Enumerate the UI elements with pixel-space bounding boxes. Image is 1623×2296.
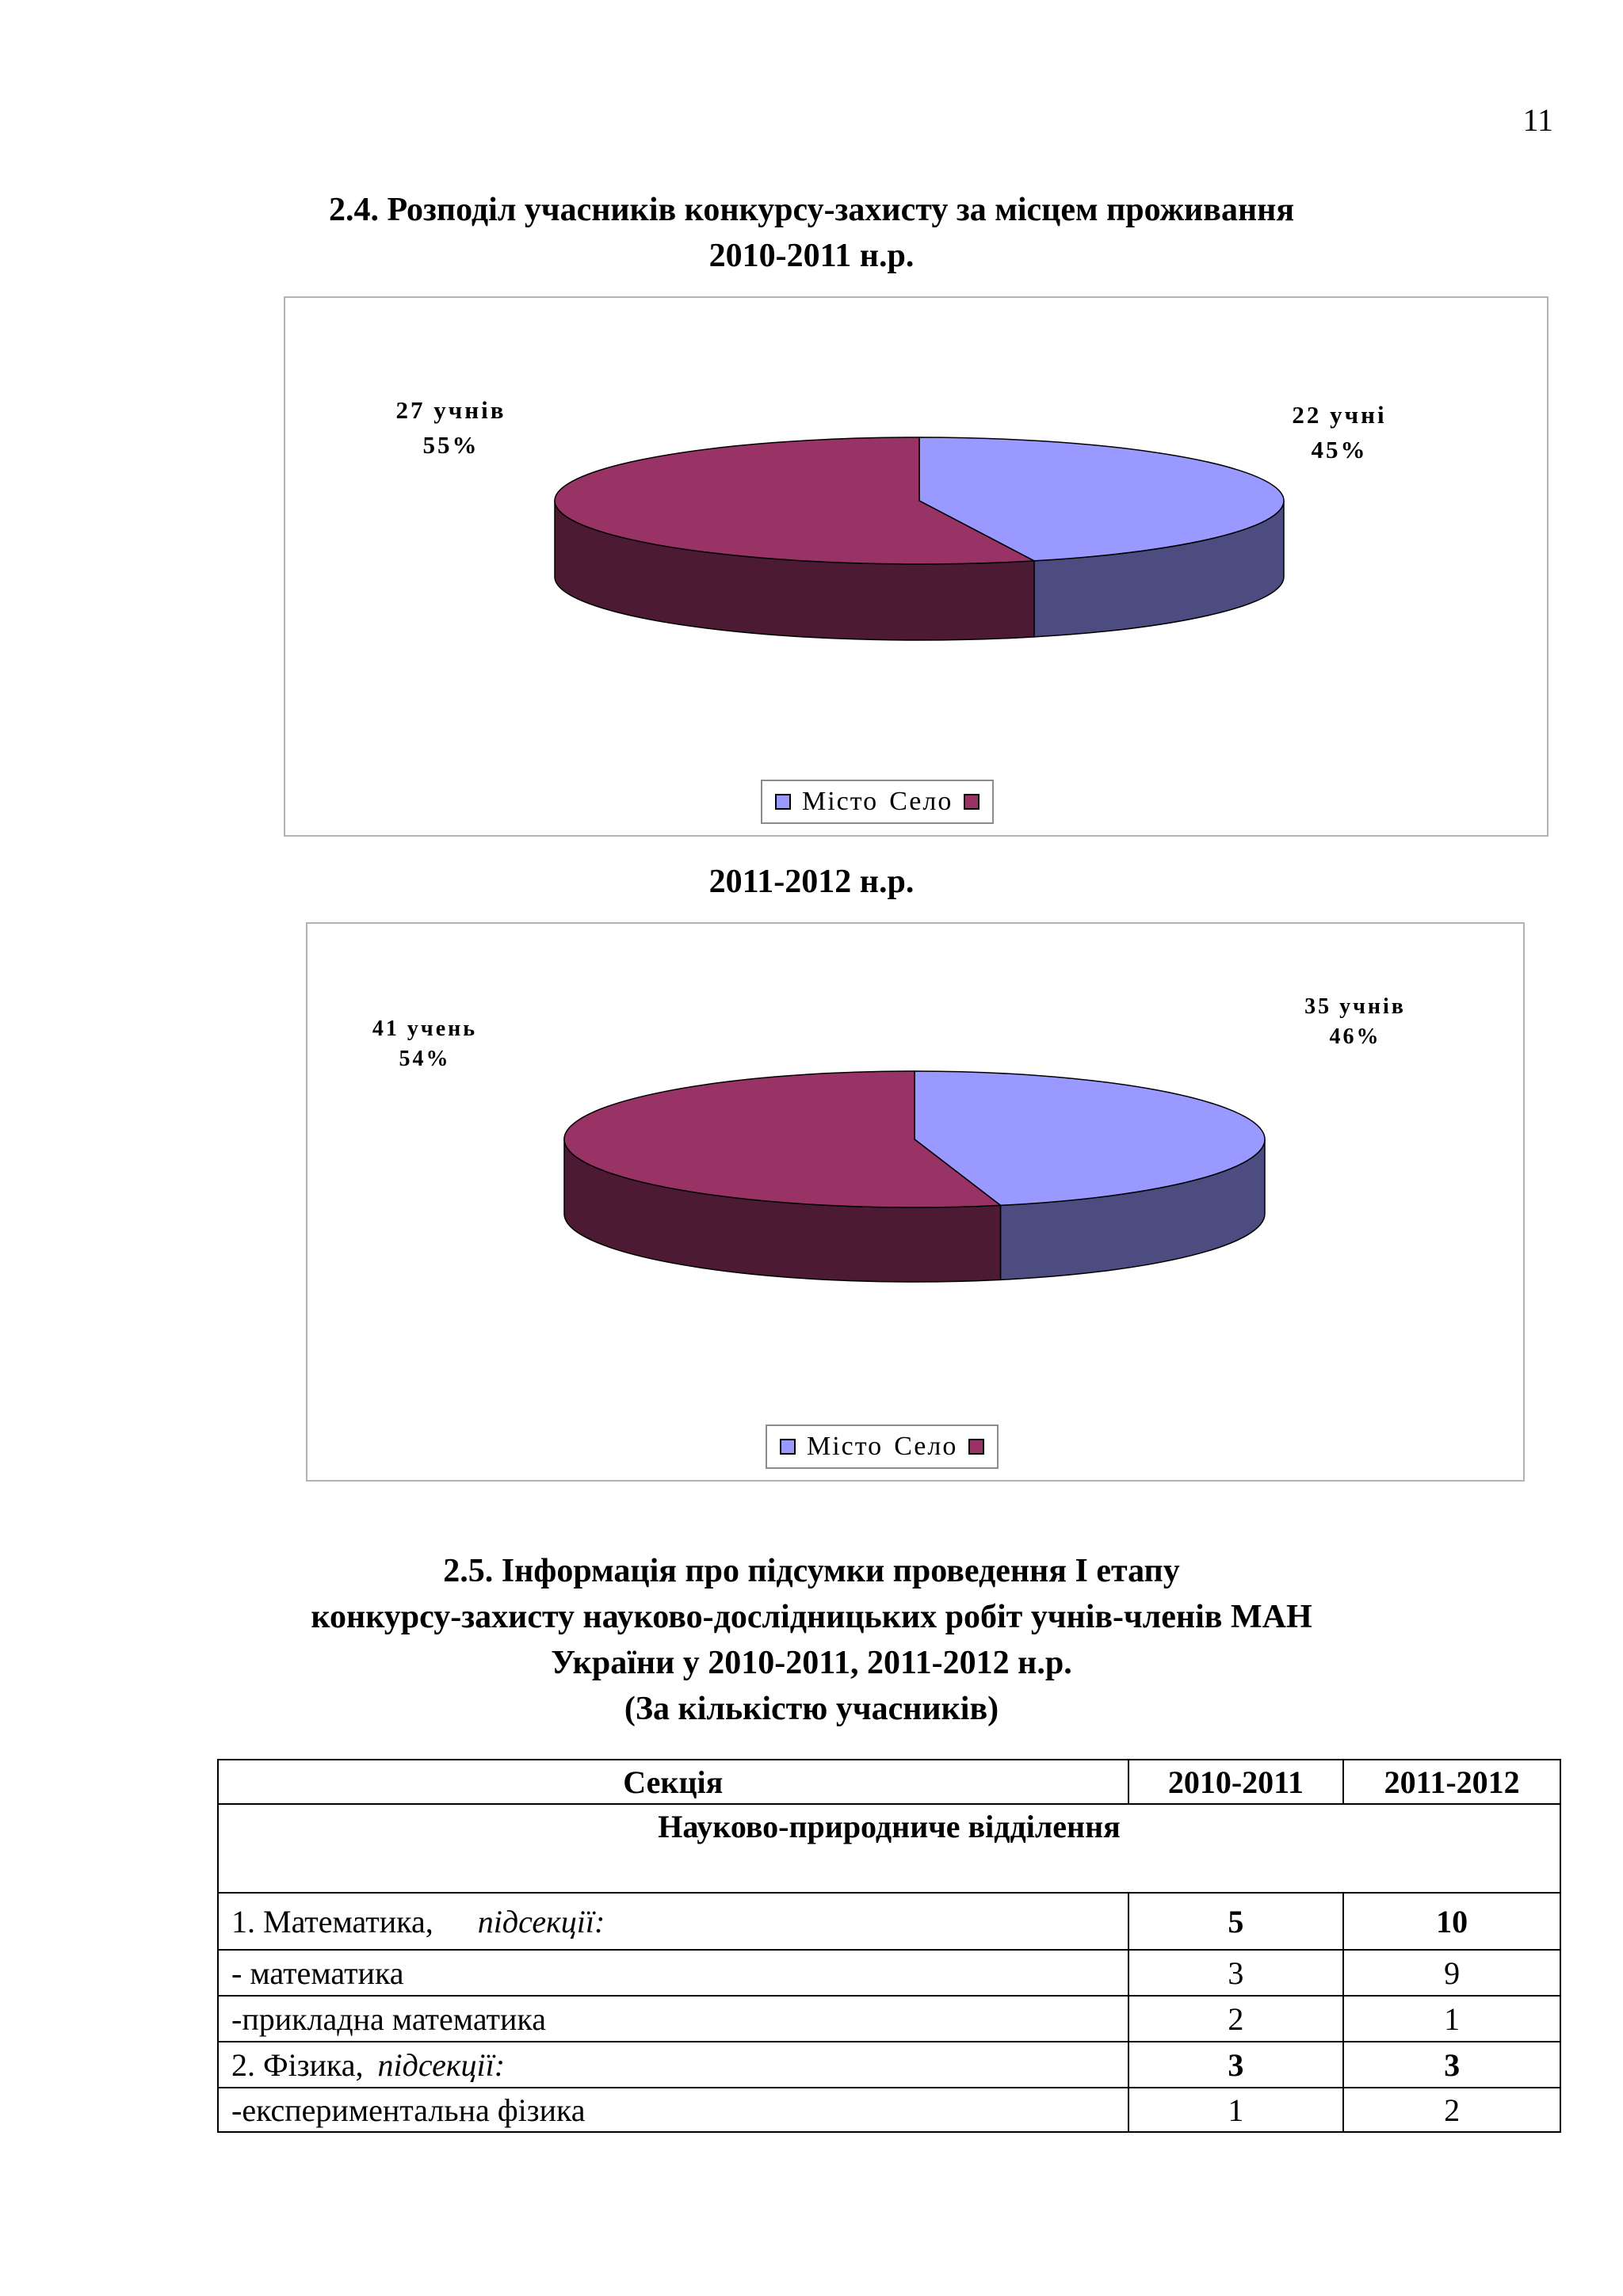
row-value-2011: 10 (1343, 1893, 1560, 1950)
table-row (218, 1996, 1560, 2042)
legend-swatch-misto (775, 794, 791, 810)
row-value-2011: 1 (1343, 1996, 1560, 2042)
section-24b-title: 2011-2012 н.р. (708, 864, 915, 900)
row-subsection-label: підсекції: (477, 1903, 605, 1939)
header-section: Секція (218, 1760, 1128, 1804)
pie-1-label-selo (346, 1014, 504, 1074)
section-24-title-line2: 2010-2011 н.р. (708, 238, 915, 274)
legend-swatch-selo (964, 794, 980, 810)
row-name: -експериментальна фізика (218, 2088, 1128, 2132)
row-value-2011: 3 (1343, 2042, 1560, 2088)
pie-0-label-misto-count: 22 учні (1292, 401, 1387, 429)
pie-1-label-selo-percent: 54% (399, 1047, 451, 1071)
table-row (218, 1950, 1560, 1996)
section-24-title-line1: 2.4. Розподіл учасників конкурсу-захисту за місцем проживання (328, 192, 1295, 228)
header-2011-2012: 2011-2012 (1343, 1760, 1560, 1804)
row-subsection-label: підсекції: (377, 2046, 506, 2083)
row-value-2011: 2 (1343, 2088, 1560, 2132)
department-name: Науково-природниче відділення (218, 1804, 1560, 1893)
legend-item-selo: Село (889, 787, 953, 816)
legend-item-misto: Місто (802, 787, 879, 816)
pie-0-label-selo-count: 27 учнів (395, 396, 506, 424)
page-number: 11 (1522, 102, 1553, 138)
legend-swatch-misto (780, 1439, 796, 1455)
pie-chart-1-svg (285, 298, 1547, 835)
row-name (218, 1893, 1128, 1950)
table-header-row (218, 1760, 1560, 1804)
row-value-2011: 9 (1343, 1950, 1560, 1996)
legend-swatch-selo (968, 1439, 984, 1455)
table-row (218, 2088, 1560, 2132)
pie-0-label-misto (1256, 398, 1423, 467)
header-2010-2011: 2010-2011 (1128, 1760, 1344, 1804)
pie-1-label-misto (1276, 992, 1434, 1052)
row-value-2010: 3 (1128, 1950, 1344, 1996)
row-name: -прикладна математика (218, 1996, 1128, 2042)
pie-0-label-selo (360, 393, 542, 463)
row-value-2010: 3 (1128, 2042, 1344, 2088)
pie-chart-2011-2012 (306, 922, 1525, 1482)
pie-chart-2010-2011 (284, 296, 1549, 837)
section-25-title-line1: 2.5. Інформація про підсумки проведення І етапу (443, 1553, 1180, 1589)
legend-item-selo: Село (894, 1432, 958, 1461)
row-name-text: 1. Математика, (231, 1903, 433, 1939)
row-value-2010: 2 (1128, 1996, 1344, 2042)
pie-0-label-misto-percent: 45% (1311, 436, 1368, 463)
section-25-title-line3: України у 2010-2011, 2011-2012 н.р. (551, 1645, 1072, 1681)
table-row (218, 1893, 1560, 1950)
row-name: - математика (218, 1950, 1128, 1996)
row-name (218, 2042, 1128, 2088)
pie-1-label-misto-count: 35 учнів (1304, 994, 1406, 1019)
pie-0-legend (761, 780, 994, 824)
row-name-text: 2. Фізика, (231, 2046, 364, 2083)
pie-0-label-selo-percent: 55% (422, 431, 479, 459)
pie-1-legend (766, 1425, 999, 1469)
sections-table (217, 1759, 1561, 2133)
section-25-title-line2: конкурсу-захисту науково-дослідницьких робіт учнів-членів МАН (311, 1599, 1312, 1635)
pie-0-slices (555, 437, 1284, 640)
legend-item-misto: Місто (807, 1432, 884, 1461)
section-25-title-line4: (За кількістю учасників) (624, 1691, 999, 1727)
table-department-row (218, 1804, 1560, 1893)
pie-1-label-misto-percent: 46% (1329, 1024, 1381, 1049)
row-value-2010: 5 (1128, 1893, 1344, 1950)
table-row (218, 2042, 1560, 2088)
row-value-2010: 1 (1128, 2088, 1344, 2132)
pie-1-slices (564, 1071, 1265, 1282)
pie-1-label-selo-count: 41 учень (372, 1016, 478, 1041)
